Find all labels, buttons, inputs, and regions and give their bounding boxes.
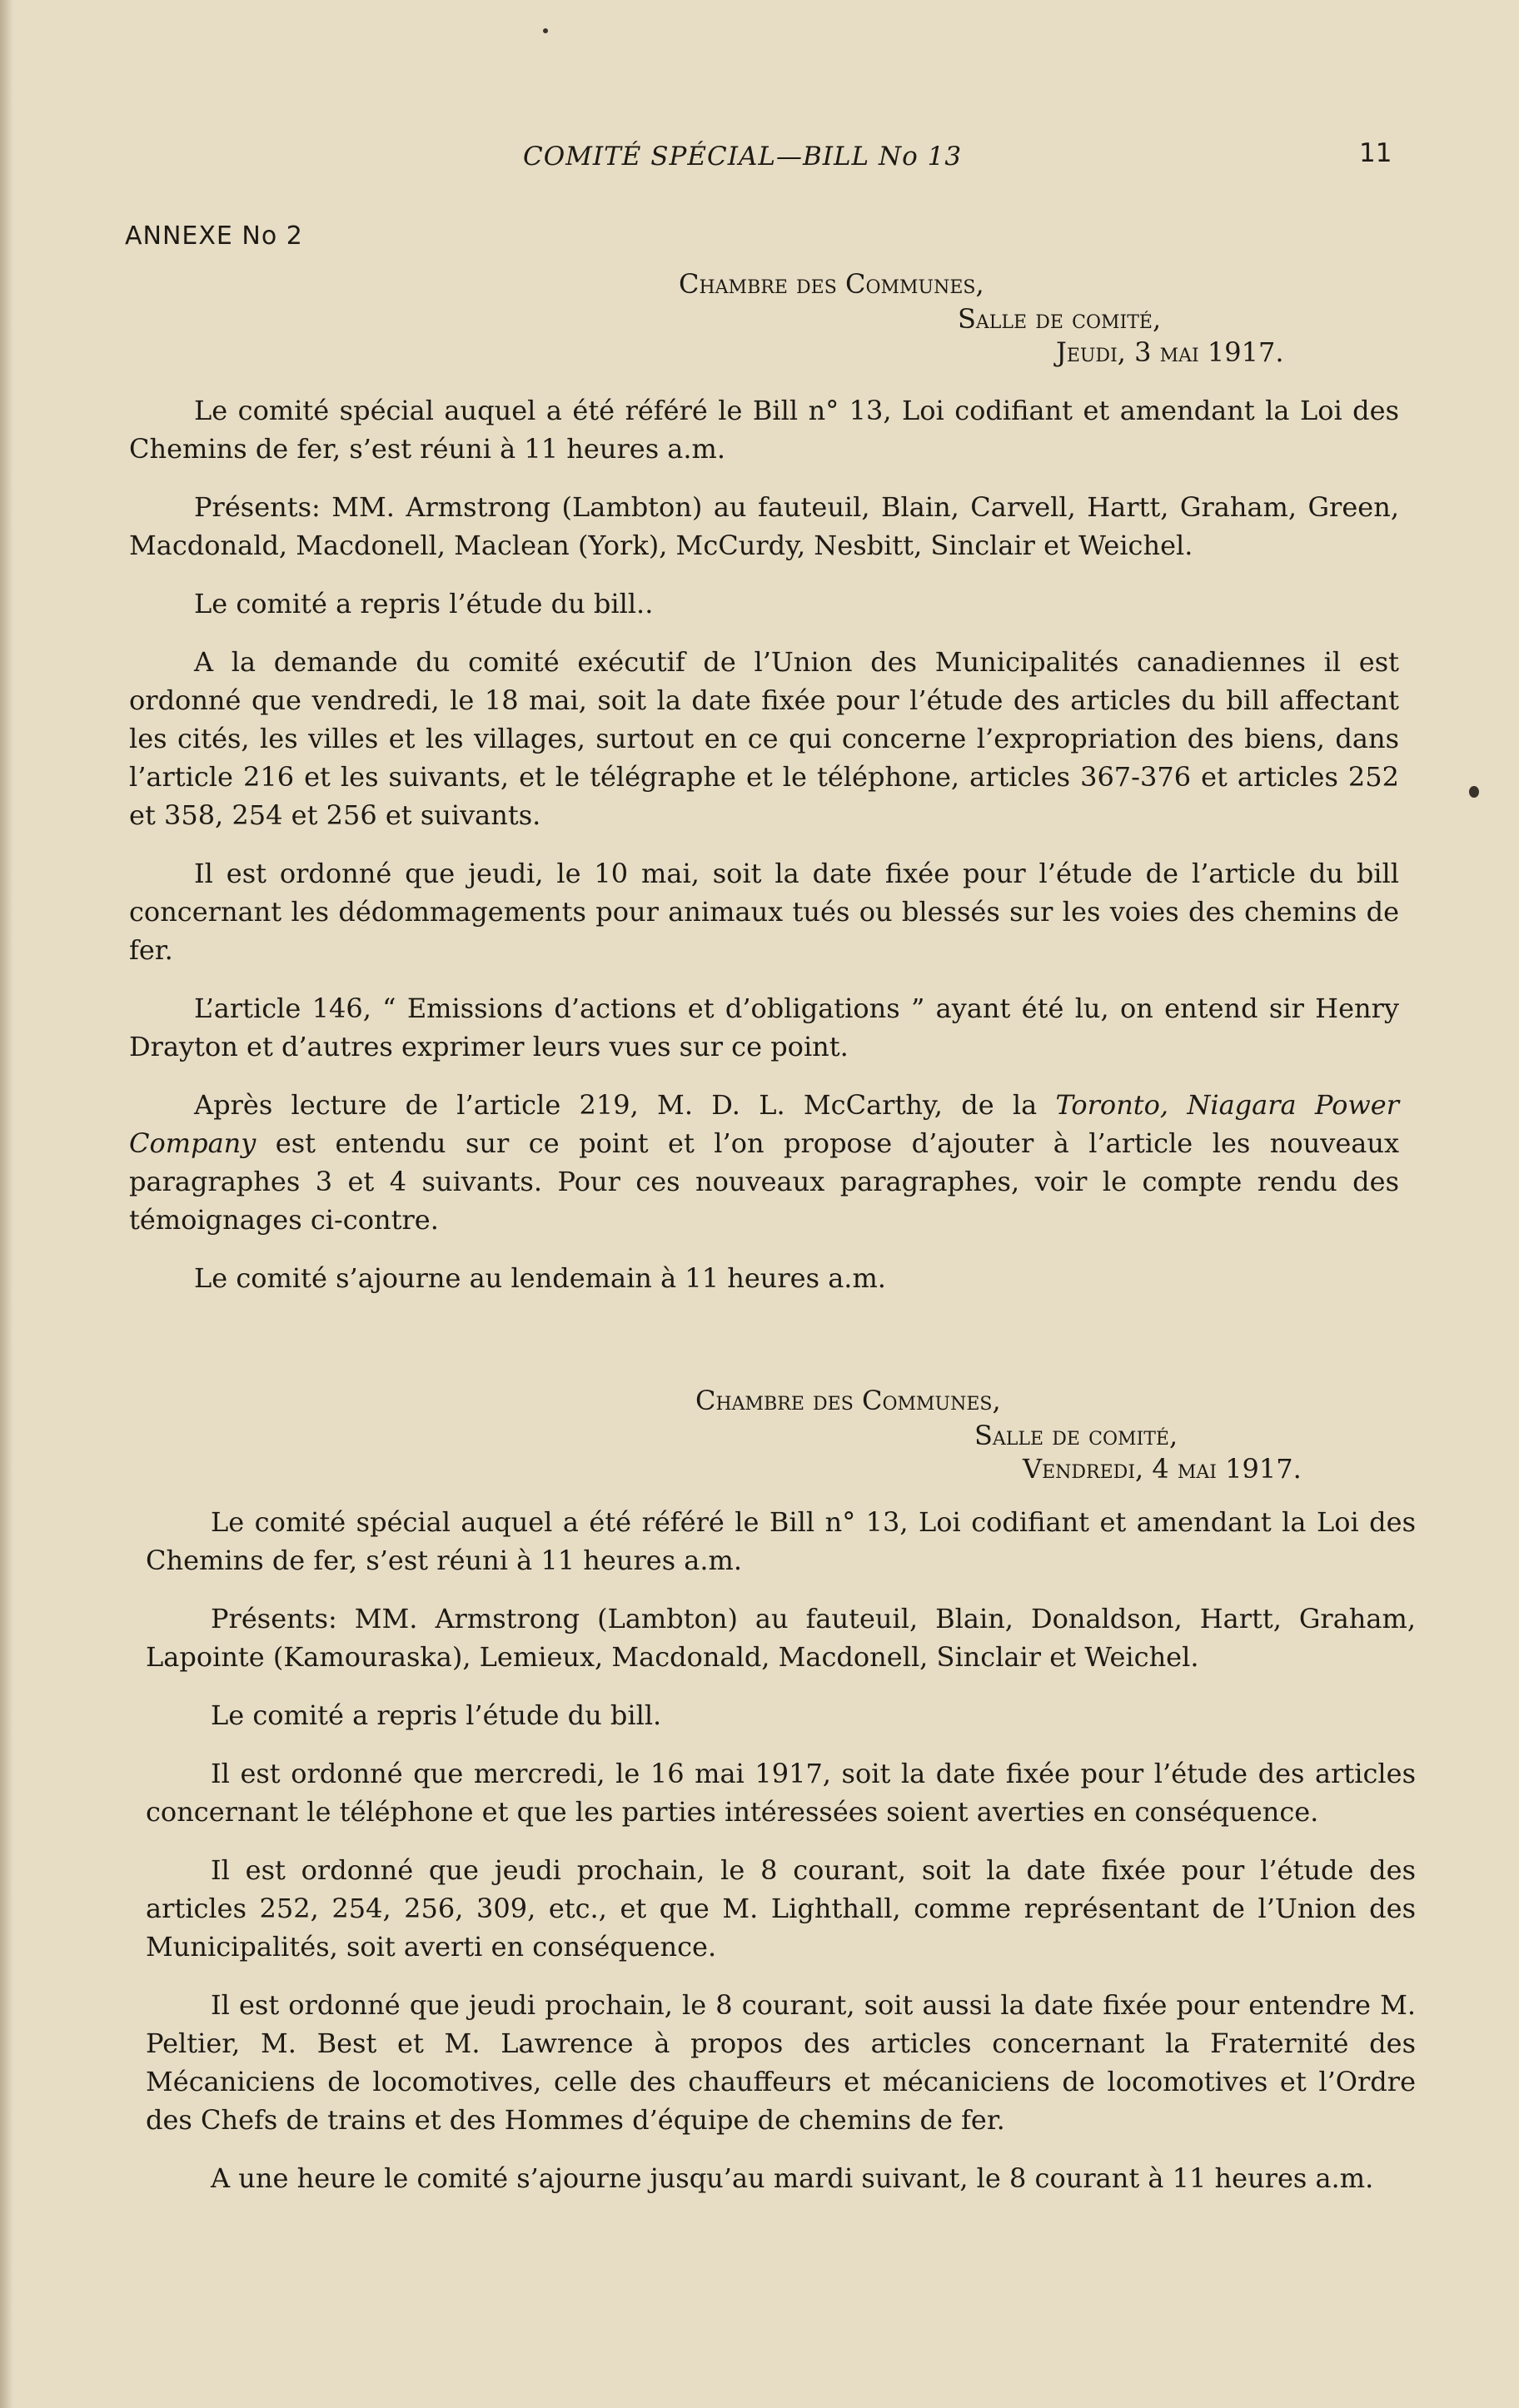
meeting2-paragraph: Il est ordonné que jeudi prochain, le 8 courant, soit aussi la date fixée pour entendre M. Peltier, M. Best et M. Lawrence à propos des articles concernant la Fraternité des Mécaniciens de locomotives, celle des chauffeurs et mécaniciens de locomotives et l’Ordre des Chefs de trains et des Hommes d’équipe de chemins de fer. <box>146 1989 1416 2136</box>
meeting1-closing: Le comité s’ajourne au lendemain à 11 heures a.m. <box>194 1262 886 1294</box>
meeting1-paragraph: A la demande du comité exécutif de l’Union des Municipalités canadiennes il est ordonné que vendredi, le 18 mai, soit la date fixée pour l’étude des articles du bill affectant les cités, les villes et les villages, surtout en ce qui concerne l’expropriation des biens, dans l’article 216 et les suivants, et le télégraphe et le téléphone, articles 367-376 et articles 252 et 358, 254 et 256 et suivants. <box>129 646 1399 831</box>
meeting2-heading-date: Vendredi, 4 mai 1917. <box>1023 1453 1302 1485</box>
meeting2-body <box>146 1503 1416 2217</box>
meeting1-paragraph: Il est ordonné que jeudi, le 10 mai, soit la date fixée pour l’étude de l’article du bill concernant les dédommagements pour animaux tués ou blessés sur les voies des chemins de fer. <box>129 858 1399 966</box>
running-title: COMITÉ SPÉCIAL—BILL No 13 <box>523 142 963 172</box>
meeting1-heading-room: Salle de comité, <box>958 303 1162 335</box>
meeting1-paragraph: Le comité spécial auquel a été référé le Bill n° 13, Loi codifiant et amendant la Loi des Chemins de fer, s’est réuni à 11 heures a.m. <box>129 395 1399 465</box>
paper-speck <box>1469 786 1479 798</box>
meeting2-heading-house: Chambre des Communes, <box>695 1385 1001 1416</box>
paper-speck <box>543 28 548 33</box>
meeting1-paragraph: L’article 146, “ Emissions d’actions et d’obligations ” ayant été lu, on entend sir Henry Drayton et d’autres exprimer leurs vues sur ce point. <box>129 993 1399 1062</box>
meeting1-paragraph: Le comité a repris l’étude du bill.. <box>194 588 654 619</box>
meeting2-paragraph: Le comité a repris l’étude du bill. <box>211 1699 662 1731</box>
annex-label: ANNEXE No 2 <box>125 221 303 251</box>
meeting2-paragraph: Le comité spécial auquel a été référé le Bill n° 13, Loi codifiant et amendant la Loi des Chemins de fer, s’est réuni à 11 heures a.m. <box>146 1506 1416 1576</box>
meeting1-body <box>129 391 1399 1317</box>
page-number: 11 <box>1359 138 1392 168</box>
meeting2-paragraph: Présents: MM. Armstrong (Lambton) au fauteuil, Blain, Donaldson, Hartt, Graham, Lapointe (Kamouraska), Lemieux, Macdonald, Macdonell, Sinclair et Weichel. <box>146 1603 1416 1673</box>
meeting1-mccarthy-paragraph <box>129 1086 1399 1239</box>
meeting1-heading-house: Chambre des Communes, <box>679 268 984 300</box>
company-name: Toronto, Niagara Power Company <box>129 1089 1400 1159</box>
meeting1-heading-date: Jeudi, 3 mai 1917. <box>1056 336 1284 368</box>
page-edge-shadow <box>0 0 13 2408</box>
mccarthy-text-after: est entendu sur ce point et l’on propose d’ajouter à l’article les nouveaux paragraphes 3 et 4 suivants. Pour ces nouveaux paragraphes, voir le compte rendu des témoignages ci-contre. <box>129 1127 1399 1236</box>
meeting1-paragraph: Présents: MM. Armstrong (Lambton) au fauteuil, Blain, Carvell, Hartt, Graham, Green, Macdonald, Macdonell, Maclean (York), McCurdy, Nesbitt, Sinclair et Weichel. <box>129 491 1399 561</box>
meeting2-heading-room: Salle de comité, <box>974 1420 1178 1451</box>
meeting2-paragraph: A une heure le comité s’ajourne jusqu’au mardi suivant, le 8 courant à 11 heures a.m. <box>211 2162 1374 2194</box>
mccarthy-text-before: Après lecture de l’article 219, M. D. L. McCarthy, de la <box>194 1089 1056 1121</box>
meeting2-paragraph: Il est ordonné que mercredi, le 16 mai 1917, soit la date fixée pour l’étude des articles concernant le téléphone et que les parties intéressées soient averties en conséquence. <box>146 1758 1416 1828</box>
meeting2-paragraph: Il est ordonné que jeudi prochain, le 8 courant, soit la date fixée pour l’étude des articles 252, 254, 256, 309, etc., et que M. Lighthall, comme représentant de l’Union des Municipalités, soit averti en conséquence. <box>146 1854 1416 1963</box>
